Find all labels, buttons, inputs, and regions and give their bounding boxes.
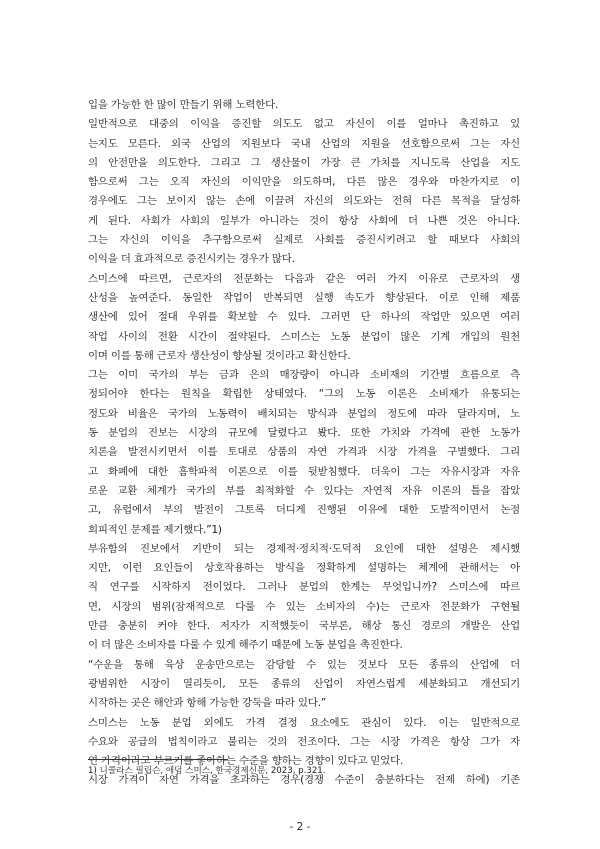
paragraph: [88, 366, 520, 540]
footnote-divider: [88, 759, 228, 760]
paragraph: [88, 714, 520, 772]
text-line: 일반적으로 대중의 이익을 증진할 의도도 없고 자신이 이를 얼마나 촉진하고 있: [88, 118, 520, 131]
paragraph: [88, 540, 520, 656]
text-line: 부유함의 진보에서 기반이 되는 경제적·정치적·도덕적 요인에 대한 설명은 제시했: [88, 542, 520, 555]
text-line: 경우에도 그는 보이지 않는 손에 이끌려 자신의 의도와는 전혀 다른 목적을 달성하: [88, 195, 520, 208]
text-line: 회피적인 문제를 제기했다.”1): [88, 523, 222, 536]
text-line: 스미스에 따르면, 근로자의 전문화는 다음과 같은 여러 가지 이유로 근로자의 생: [88, 272, 520, 285]
text-line: 그는 이미 국가의 부는 금과 은의 매장량이 아니라 소비재의 기간별 흐름으로 측: [88, 369, 520, 382]
paragraph: [88, 656, 520, 714]
text-line: 시장 가격이 자연 가격을 초과하는 경우(경쟁 수준이 충분하다는 전제 하에) 기존: [88, 774, 520, 787]
text-line: 광범위한 시장이 열리듯이, 모든 종류의 산업이 자연스럽게 세분화되고 개선되기: [88, 677, 520, 690]
text-line: 수요와 공급의 법칙이라고 불리는 것의 전조이다. 그는 시장 가격은 항상 그가 자: [88, 735, 520, 748]
text-line: 동 분업의 진보는 시장의 규모에 달렸다고 봤다. 또한 가치와 가격에 관한 노동가: [88, 427, 520, 440]
text-line: 지만, 이런 요인들이 상호작용하는 방식을 정확하게 설명하는 체계에 관해서는 아: [88, 562, 520, 575]
paragraph: [88, 96, 520, 115]
text-line: 정되어야 한다는 원칙을 확립한 상태였다. “그의 노동 이론은 소비재가 유통되는: [88, 388, 520, 401]
text-line: 생산에 있어 절대 우위를 확보할 수 있다. 그러면 단 하나의 작업만 있으면 여러: [88, 311, 520, 324]
text-line: 로운 교환 체계가 국가의 부를 최적화할 수 있다는 자연적 자유 이론의 틀을 잡았: [88, 484, 520, 497]
paragraph: [88, 270, 520, 366]
text-line: 면, 시장의 범위(잠재적으로 다룰 수 있는 소비자의 수)는 근로자 전문화가 구현될: [88, 600, 520, 613]
text-line: 시작하는 곳은 해안과 항해 가능한 강둑을 따라 있다.”: [88, 697, 327, 710]
text-line: 연 가격이라고 부르기를 좋아하는 수준을 향하는 경향이 있다고 믿었다.: [88, 755, 404, 768]
text-line: 고, 유럽에서 부의 발전이 그토록 더디게 진행된 이유에 대한 도발적이면서 논점: [88, 504, 520, 517]
text-line: 그는 자신의 이익을 추구함으로써 실제로 사회를 증진시키려고 할 때보다 사회의: [88, 234, 520, 247]
text-line: 함으로써 그는 오직 자신의 이익만을 의도하며, 다른 많은 경우와 마찬가지로 이: [88, 176, 520, 189]
text-line: 고 화폐에 대한 흠학파적 이론으로 이를 뒷받침했다. 더욱이 그는 자유시장과 자유: [88, 465, 520, 478]
body-text: [88, 96, 520, 791]
text-line: 스미스는 노동 분업 외에도 가격 결정 요소에도 관심이 있다. 이는 일반적으로: [88, 716, 520, 729]
text-line: 게 된다. 사회가 사회의 일부가 아니라는 것이 항상 사회에 더 나쁜 것은 아니다.: [88, 214, 520, 227]
text-line: 산성을 높여준다. 동일한 작업이 반복되면 실행 속도가 향상된다. 이로 인해 제품: [88, 291, 520, 304]
text-line: 만큼 충분히 커야 한다. 저자가 지적했듯이 국부론, 해상 통신 경로의 개발은 산업: [88, 620, 520, 633]
paragraph: [88, 115, 520, 269]
footnote: 1) 니콜라스 필립슨, 애덤 스미스, 한국경제신문, 2023, p.321.: [88, 766, 326, 776]
text-line: 는지도 모른다. 외국 산업의 지원보다 국내 산업의 지원을 선호함으로써 그는 자신: [88, 137, 520, 150]
page-number: - 2 -: [289, 821, 311, 833]
text-line: 의 안전만을 의도한다. 그리고 그 생산물이 가장 큰 가치를 지니도록 산업을 지도: [88, 156, 520, 169]
text-line: 작업 사이의 전환 시간이 절약된다. 스미스는 노동 분업이 많은 기계 개입의 원천: [88, 330, 520, 343]
text-line: 이며 이를 통해 근로자 생산성이 향상될 것이라고 확신한다.: [88, 349, 351, 362]
text-line: 정도와 비율은 국가의 노동력이 배치되는 방식과 분업의 정도에 따라 달라지며, 노: [88, 407, 520, 420]
text-line: 치론을 발전시키면서 이를 토대로 상품의 자연 가격과 시장 가격을 구별했다. 그리: [88, 446, 520, 459]
text-line: 직 연구를 시작하지 전이었다. 그러나 분업의 한계는 무엇입니까? 스미스에 따르: [88, 581, 520, 594]
text-line: 이 더 많은 소비자를 다룰 수 있게 해주기 때문에 노동 분업을 촉진한다.: [88, 639, 403, 652]
text-line: “수운을 통해 육상 운송만으로는 감당할 수 있는 것보다 모든 종류의 산업에 더: [88, 658, 520, 671]
text-line: 입을 가능한 한 많이 만들기 위해 노력한다.: [88, 99, 279, 111]
text-line: 이익을 더 효과적으로 증진시키는 경우가 많다.: [88, 253, 295, 266]
